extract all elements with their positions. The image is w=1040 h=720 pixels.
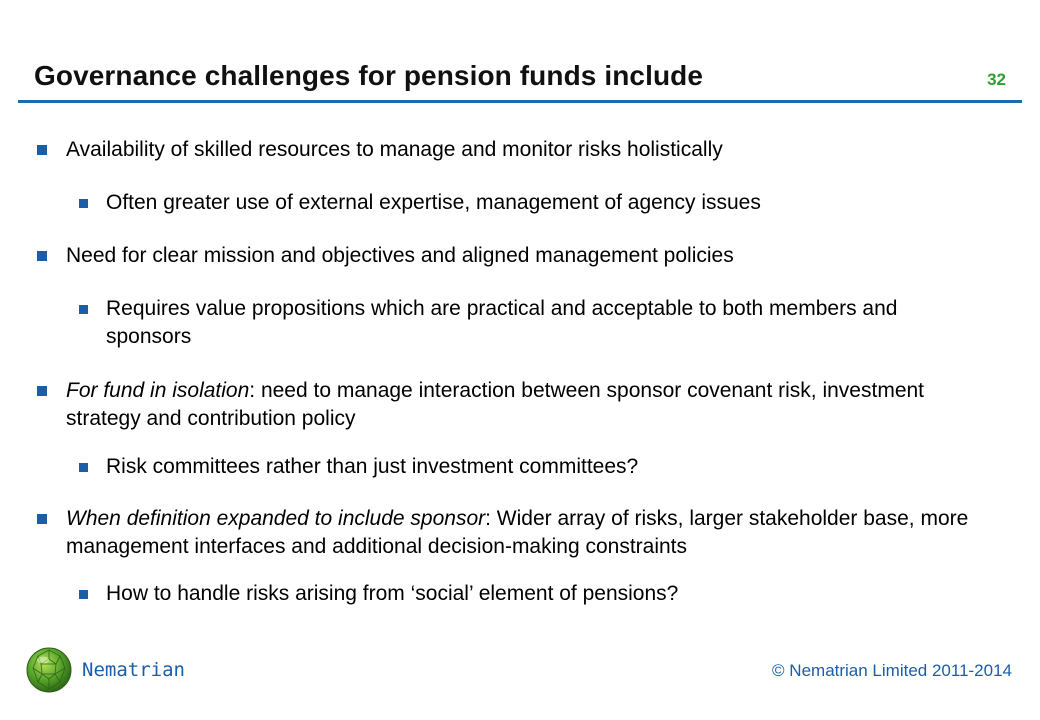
bullet-italic-prefix: For fund in isolation — [66, 379, 250, 402]
square-bullet-icon — [37, 251, 47, 261]
square-bullet-icon — [79, 199, 88, 208]
footer-copyright: © Nematrian Limited 2011-2014 — [772, 661, 1012, 680]
square-bullet-icon — [79, 590, 88, 599]
square-bullet-icon — [79, 305, 88, 314]
slide-number: 32 — [987, 70, 1006, 89]
bullet-item — [37, 242, 986, 270]
bullet-text: Availability of skilled resources to manage and monitor risks holistically — [66, 138, 723, 161]
bullet-text: : Wider array of risks, larger stakeholder base, more management interfaces and additional decision-making constraints — [66, 507, 969, 558]
sub-bullet-item — [79, 189, 986, 217]
bullet-italic-prefix: When definition expanded to include sponsor — [66, 507, 486, 530]
square-bullet-icon — [37, 145, 47, 155]
bullet-text: : need to manage interaction between sponsor covenant risk, investment strategy and contribution policy — [66, 379, 925, 430]
bullet-text: Often greater use of external expertise, management of agency issues — [106, 191, 761, 214]
sub-bullet-item — [79, 295, 986, 351]
slide-title: Governance challenges for pension funds include — [34, 60, 704, 91]
bullet-text: Requires value propositions which are practical and acceptable to both members and sponsors — [106, 297, 898, 348]
square-bullet-icon — [37, 514, 47, 524]
square-bullet-icon — [37, 386, 47, 396]
sub-bullet-item — [79, 580, 986, 608]
footer-brand: Nematrian — [82, 659, 185, 681]
green-geodesic-sphere-icon — [24, 645, 74, 695]
bullet-text: How to handle risks arising from ‘social’ element of pensions? — [106, 582, 679, 605]
nematrian-logo-icon — [24, 645, 74, 695]
bullet-text: Need for clear mission and objectives and aligned management policies — [66, 244, 734, 267]
bullet-item — [37, 377, 986, 433]
bullet-text: Risk committees rather than just investment committees? — [106, 455, 639, 478]
sub-bullet-item — [79, 453, 986, 481]
square-bullet-icon — [79, 463, 88, 472]
bullet-item — [37, 505, 986, 561]
bullet-item — [37, 136, 986, 164]
